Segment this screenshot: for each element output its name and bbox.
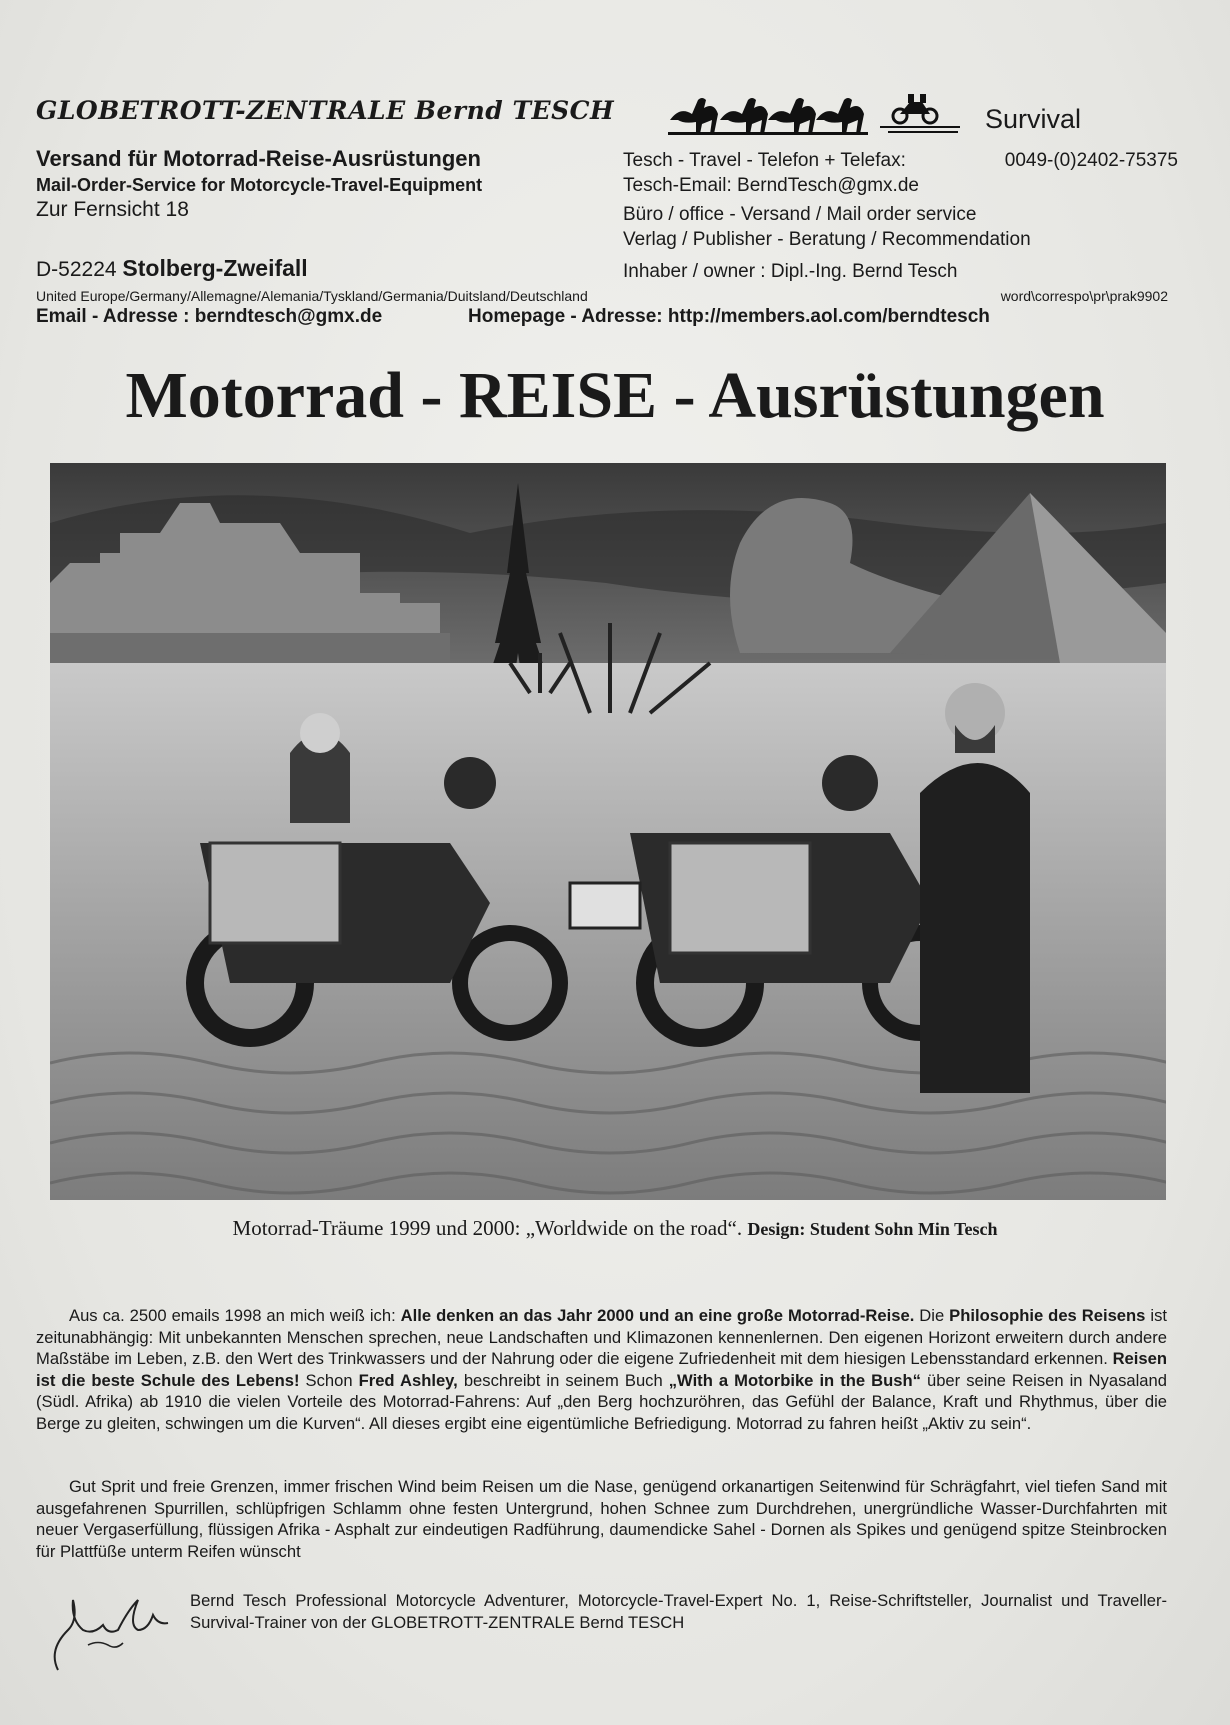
body-paragraph-2 — [36, 1476, 1167, 1562]
office-line: Büro / office - Versand / Mail order service — [623, 204, 977, 225]
country-line: United Europe/Germany/Allemagne/Alemania/Tyskland/Germania/Duitsland/Deutschland — [36, 288, 588, 304]
signature-line: Bernd Tesch Professional Motorcycle Adventurer, Motorcycle-Travel-Expert No. 1, Reise-Schriftsteller, Journalist und Traveller-Survival-Trainer von der GLOBETROTT-ZENTRALE Bernd TESCH — [190, 1591, 1167, 1632]
camel-caravan-and-motorcycle-logo — [668, 80, 968, 138]
p1-h: Fred Ashley, — [358, 1370, 458, 1390]
survival-label: Survival — [985, 104, 1082, 134]
owner-line: Inhaber / owner : Dipl.-Ing. Bernd Tesch — [623, 261, 958, 282]
homepage-address: Homepage - Adresse: http://members.aol.com/berndtesch — [468, 306, 990, 327]
tagline-german: Versand für Motorrad-Reise-Ausrüstungen — [36, 146, 481, 171]
photo-caption — [0, 1216, 1230, 1241]
p1-g: Schon — [299, 1370, 359, 1390]
p1-e: ist zeitunabhängig: Mit unbekannten Menschen sprechen, neue Landschaften und Klimazonen kennenlernen. Den eigenen Horizont erweitern durch andere Maßstäbe im Leben, z.B. den Wert des Trinkwassers und der Nahrung oder die eigene Zufriedenheit mit dem hiesigen Lebensstandard erkennen. — [36, 1306, 1167, 1369]
motorcycle-travel-collage-image — [50, 463, 1166, 1200]
postcode: D-52224 — [36, 258, 117, 281]
p1-b: Alle denken an das Jahr 2000 und an eine große Motorrad-Reise. — [400, 1306, 915, 1325]
publisher-line: Verlag / Publisher - Beratung / Recommendation — [623, 229, 1031, 250]
brand-name: GLOBETROTT-ZENTRALE Bernd TESCH — [36, 96, 615, 125]
p1-d: Philosophie des Reisens — [949, 1306, 1146, 1325]
caption-credit: Design: Student Sohn Min Tesch — [747, 1219, 998, 1239]
p2-text: Gut Sprit und freie Grenzen, immer frischen Wind beim Reisen um die Nase, genügend orkanartigen Seitenwind für Schrägfahrt, viel tiefen Sand mit ausgefahrenen Spurrillen, schlüpfrigen Schlamm ohne festen Untergrund, hohen Schnee zum Durchdrehen, unergründliche Wasser-Durchfahrten mit neuer Vergaserfüllung, flüssigen Afrika - Asphalt zur eindeutigen Radführung, daumendicke Sahel - Dornen als Spikes und genügend spitze Steinbrocken für Plattfüße unterm Reifen wünscht — [36, 1477, 1167, 1561]
phone-label: Tesch - Travel - Telefon + Telefax: — [623, 150, 906, 171]
email-address: Email - Adresse : berndtesch@gmx.de — [36, 306, 383, 327]
phone-number: 0049-(0)2402-75375 — [1004, 150, 1178, 171]
street-address: Zur Fernsicht 18 — [36, 198, 189, 221]
p1-k: über seine Reisen in Nyasaland (Südl. Afrika) ab 1910 die vielen Vorteile des Motorrad-Fahrens: Auf „den Berg hochzuröhren, das Gefühl der Balance, Kraft und Rhythmus, über die Berge zu gleiten, schwingen um die Kurven“. All dieses ergibt eine eigentümliche Befriedigung. Motorrad zu fahren heißt „Aktiv zu sein“. — [36, 1370, 1167, 1433]
p1-i: beschreibt in seinem Buch — [457, 1370, 669, 1390]
p1-j: „With a Motorbike in the Bush“ — [668, 1370, 921, 1390]
document-reference: word\correspo\pr\prak9902 — [1000, 288, 1168, 304]
headline: Motorrad - REISE - Ausrüstungen — [125, 359, 1105, 432]
city-name: Stolberg-Zweifall — [122, 255, 308, 281]
p1-f: Reisen ist die beste Schule des Lebens! — [36, 1349, 1167, 1390]
tesch-email: Tesch-Email: BerndTesch@gmx.de — [623, 175, 919, 196]
caption-text: Motorrad-Träume 1999 und 2000: „Worldwide on the road“. — [232, 1216, 743, 1240]
p1-a: Aus ca. 2500 emails 1998 an mich weiß ich: — [69, 1306, 401, 1325]
handwritten-signature — [48, 1585, 178, 1675]
body-paragraph-1 — [36, 1305, 1167, 1435]
p1-c: Die — [914, 1306, 950, 1325]
city-address — [36, 255, 308, 282]
tagline-english: Mail-Order-Service for Motorcycle-Travel-Equipment — [36, 175, 483, 195]
